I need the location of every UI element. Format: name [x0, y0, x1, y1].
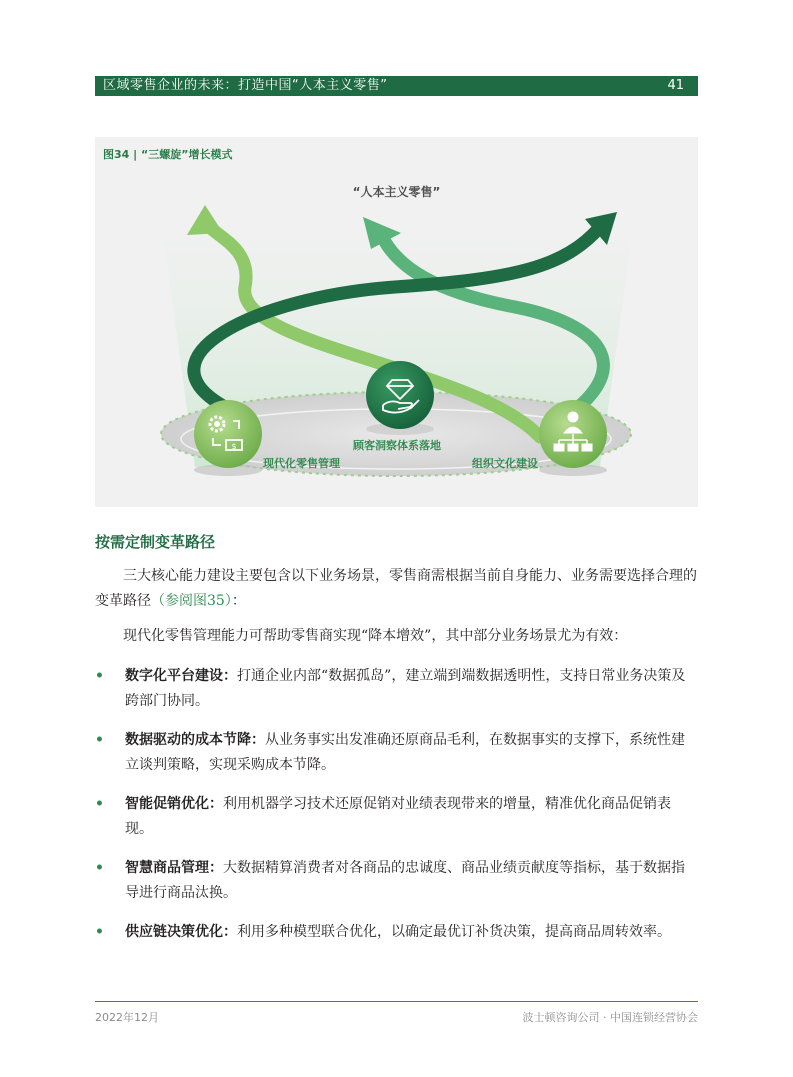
paragraph-1-end: ：	[231, 593, 246, 609]
bullet-dot-icon: •	[95, 732, 104, 748]
footer-divider	[95, 1001, 698, 1002]
header-title: 区域零售企业的未来：打造中国“人本主义零售”	[103, 78, 388, 93]
figure-three-helix	[95, 137, 698, 507]
paragraph-2: 现代化零售管理能力可帮助零售商实现“降本增效”，其中部分业务场景尤为有效：	[123, 628, 628, 644]
bullet-body: 从业务事实出发准确还原商品毛利，在数据事实的支撑下，系统性建立谈判策略，实现采购成本节降。	[125, 732, 685, 773]
bullet-list	[95, 664, 698, 959]
bullet-heading: 智慧商品管理：	[125, 860, 223, 876]
bullet-heading: 数据驱动的成本节降：	[125, 732, 265, 748]
bullet-body: 利用机器学习技术还原促销对业绩表现带来的增量，精准优化商品促销表现。	[125, 796, 671, 837]
bullet-heading: 智能促销优化：	[125, 796, 223, 812]
ball-center	[366, 361, 434, 429]
paragraph-1	[95, 564, 698, 614]
figure-caption: 图34 | “三螺旋”增长模式	[103, 148, 233, 161]
bullet-heading: 数字化平台建设：	[125, 668, 237, 684]
bullet-body: 利用多种模型联合优化，以确定最优订补货决策，提高商品周转效率。	[237, 924, 671, 940]
bullet-heading: 供应链决策优化：	[125, 924, 237, 940]
list-item	[95, 856, 698, 906]
figure-reference: （参阅图35）	[151, 593, 232, 609]
bullet-dot-icon: •	[95, 860, 104, 876]
list-item	[95, 792, 698, 842]
svg-text:$: $	[231, 442, 237, 451]
running-header	[95, 76, 698, 96]
bullet-dot-icon: •	[95, 668, 104, 684]
bullet-dot-icon: •	[95, 924, 104, 940]
page-number: 41	[667, 78, 684, 93]
footer-organization: 波士顿咨询公司 · 中国连锁经营协会	[522, 1011, 698, 1024]
bullet-body: 大数据精算消费者对各商品的忠诚度、商品业绩贡献度等指标，基于数据指导进行商品汰换。	[125, 860, 685, 901]
label-right: 组织文化建设	[472, 457, 538, 470]
footer-date: 2022年12月	[95, 1011, 159, 1024]
paragraph-1-text: 三大核心能力建设主要包含以下业务场景，零售商需根据当前自身能力、业务需要选择合理的变革路径	[95, 568, 697, 609]
list-item	[95, 664, 698, 714]
bullet-body: 打通企业内部“数据孤岛”，建立端到端数据透明性，支持日常业务决策及跨部门协同。	[125, 668, 686, 709]
label-center: 顾客洞察体系落地	[353, 439, 441, 452]
bullet-dot-icon: •	[95, 796, 104, 812]
section-title: 按需定制变革路径	[95, 533, 216, 551]
ball-left	[194, 400, 262, 468]
label-left: 现代化零售管理	[263, 457, 340, 470]
list-item	[95, 920, 698, 945]
figure-top-label: “人本主义零售”	[352, 185, 441, 199]
list-item	[95, 728, 698, 778]
